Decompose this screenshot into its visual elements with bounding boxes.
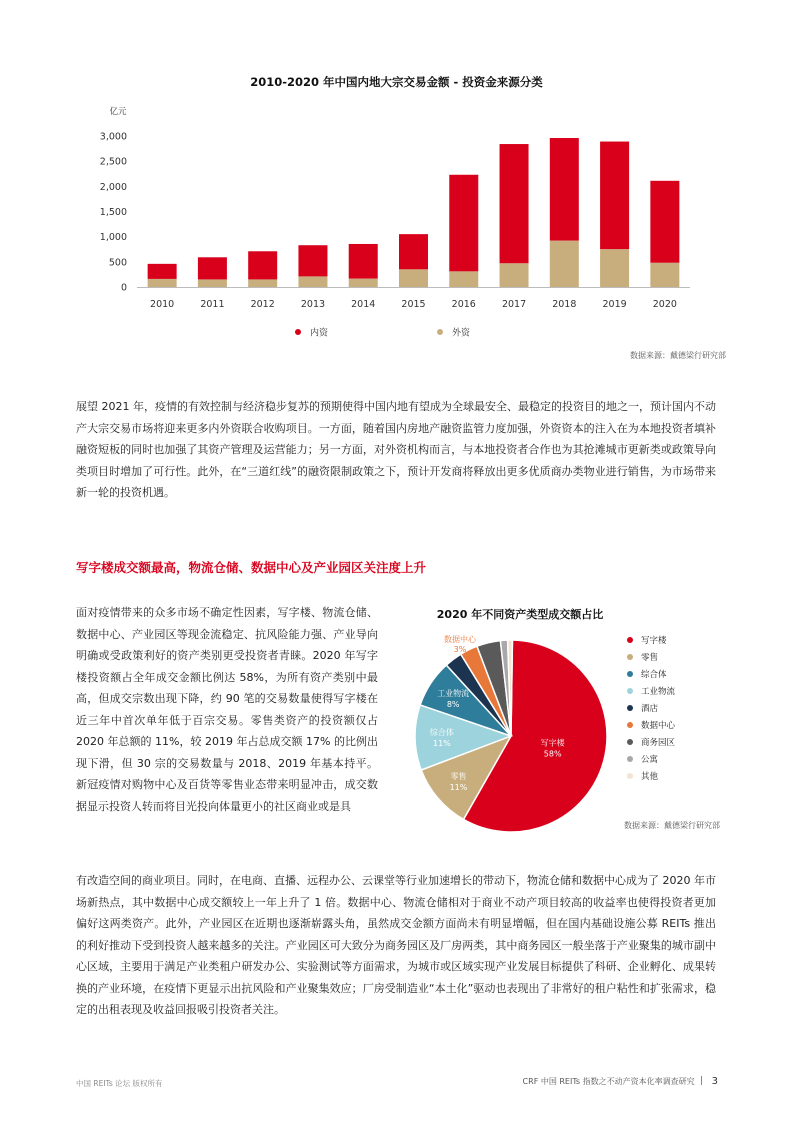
pie-legend-item	[627, 665, 675, 682]
y-tick-label: 1,000	[99, 232, 127, 244]
legend-swatch	[627, 722, 633, 728]
x-tick-label: 2012	[250, 299, 275, 310]
legend-label: 写字楼	[641, 635, 667, 646]
legend-label: 零售	[641, 652, 659, 663]
pie-legend-item	[627, 631, 675, 648]
legend-swatch	[627, 688, 633, 694]
x-tick-label: 2010	[150, 299, 175, 310]
legend-swatch	[627, 705, 633, 711]
pie-slice-value: 3%	[453, 645, 467, 654]
legend-swatch	[627, 773, 633, 779]
legend-label: 综合体	[641, 669, 667, 680]
pie-legend-item	[627, 682, 675, 699]
y-tick-label: 0	[120, 282, 127, 294]
footer-report-title	[523, 1076, 718, 1087]
legend-swatch	[627, 654, 633, 660]
x-tick-label: 2014	[351, 299, 376, 310]
legend-label: 酒店	[641, 703, 659, 714]
x-tick-label: 2013	[300, 299, 326, 310]
pie-chart-source: 数据来源：戴德梁行研究部	[624, 821, 720, 830]
footer-separator	[701, 1076, 702, 1085]
pie-legend-item	[627, 716, 675, 733]
legend-swatch	[627, 756, 633, 762]
pie-legend-item	[627, 699, 675, 716]
x-tick-label: 2018	[552, 299, 577, 310]
pie-slice-label: 工业物流	[437, 689, 470, 699]
y-tick-label: 500	[108, 257, 127, 269]
bar-chart-title: 2010-2020 年中国内地大宗交易金额 - 投资金来源分类	[250, 75, 543, 89]
pie-slice-value: 11%	[449, 782, 468, 792]
pie-slice-value: 8%	[446, 700, 460, 710]
legend-label: 外资	[452, 328, 471, 339]
outlook-paragraph: 展望 2021 年，疫情的有效控制与经济稳步复苏的预期使得中国内地有望成为全球最安全、最稳定的投资目的地之一，预计国内不动产大宗交易市场将迎来更多内外资联合收购项目。一方面，随着国内房地产融资监管力度加强，外资资本的注入在为本地投资者填补融资短板的同时也加强了其资产管理及运营能力；另一方面，对外资机构而言，与本地投资者合作也为其抢滩城市更新类或政策导向类项目时增加了可行性。此外，在“三道红线”的融资限制政策之下，预计开发商将释放出更多优质商办类物业进行销售，为市场带来新一轮的投资机遇。	[76, 400, 716, 499]
pie-legend-item	[627, 648, 675, 665]
x-tick-label: 2020	[652, 299, 677, 310]
legend-swatch	[627, 739, 633, 745]
legend-swatch	[627, 671, 633, 677]
asset-type-paragraph: 面对疫情带来的众多市场不确定性因素，写字楼、物流仓储、数据中心、产业园区等现金流稳定、抗风险能力强、产业导向明确或受政策利好的资产类别更受投资者青睐。2020 年写字楼投资额占全年成交金额比例达 58%，为所有资产类别中最高，但成交宗数出现下降，约 90 笔的交易数量使得写字楼在近三年中首次单年低于百宗交易。零售类资产的投资额仅占 2020 年总额的 11%，较 2019 年占总成交额 17% 的比例出现下滑，但 30 宗的交易数量与 2018、2019 年基本持平。新冠疫情对购物中心及百货等零售业态带来明显冲击，成交数据显示投资人转而将目光投向体量更小的社区商业或是具	[76, 606, 378, 813]
pie-legend-item	[627, 733, 675, 750]
x-tick-label: 2015	[401, 299, 426, 310]
pie-slice-value: 58%	[543, 749, 562, 759]
y-tick-label: 2,500	[99, 156, 127, 168]
x-tick-label: 2016	[451, 299, 476, 310]
x-tick-label: 2011	[200, 299, 225, 310]
footer-copyright: 中国 REITs 论坛 版权所有	[76, 1079, 163, 1088]
pie-chart-legend	[627, 631, 675, 784]
x-tick-label: 2017	[501, 299, 527, 310]
y-axis-unit: 亿元	[109, 107, 127, 117]
legend-label: 工业物流	[641, 686, 676, 697]
legend-swatch	[627, 637, 633, 643]
y-tick-label: 1,500	[99, 207, 127, 218]
pie-slice-label: 写字楼	[540, 738, 565, 748]
legend-label: 数据中心	[641, 720, 676, 731]
legend-label: 其他	[641, 771, 659, 782]
pie-slice-label: 综合体	[429, 728, 454, 738]
bar-chart-source: 数据来源：戴德梁行研究部	[630, 351, 726, 360]
legend-label: 商务园区	[641, 737, 676, 748]
footer-report-name: CRF 中国 REITs 指数之不动产资本化率调查研究	[522, 1077, 695, 1086]
legend-label: 公寓	[641, 754, 659, 765]
legend-label: 内资	[310, 328, 329, 339]
y-tick-label: 3,000	[99, 131, 127, 143]
x-tick-label: 2019	[602, 299, 627, 310]
pie-slice-value: 11%	[432, 739, 451, 749]
pie-slice-label: 数据中心	[444, 635, 476, 644]
page-number: 3	[711, 1076, 718, 1087]
y-tick-label: 2,000	[99, 181, 127, 193]
section-heading: 写字楼成交额最高，物流仓储、数据中心及产业园区关注度上升	[76, 560, 427, 575]
new-hotspots-paragraph: 有改造空间的商业项目。同时，在电商、直播、远程办公、云课堂等行业加速增长的带动下，物流仓储和数据中心成为了 2020 年市场新热点，其中数据中心成交额较上一年上升了 1 倍。数据中心、物流仓储相对于商业不动产项目较高的收益率也使得投资者更加偏好这两类资产。此外，产业园区在近期也逐渐崭露头角，虽然成交金额方面尚未有明显增幅，但在国内基础设施公募 REITs 推出的利好推动下受到投资人越来越多的关注。产业园区可大致分为商务园区及厂房两类，其中商务园区一般坐落于产业聚集的城市副中心区域，主要用于满足产业类租户研发办公、实验测试等方面需求，为城市或区域实现产业发展目标提供了科研、企业孵化、成果转换的产业环境，在疫情下更显示出抗风险和产业聚集效应；厂房受制造业“本土化”驱动也表现出了非常好的租户粘性和扩张需求，稳定的出租表现及收益回报吸引投资者关注。	[76, 874, 716, 1016]
pie-legend-item	[627, 767, 675, 784]
pie-slice-label: 零售	[450, 771, 467, 781]
pie-legend-item	[627, 750, 675, 767]
pie-chart-title: 2020 年不同资产类型成交额占比	[436, 608, 604, 621]
